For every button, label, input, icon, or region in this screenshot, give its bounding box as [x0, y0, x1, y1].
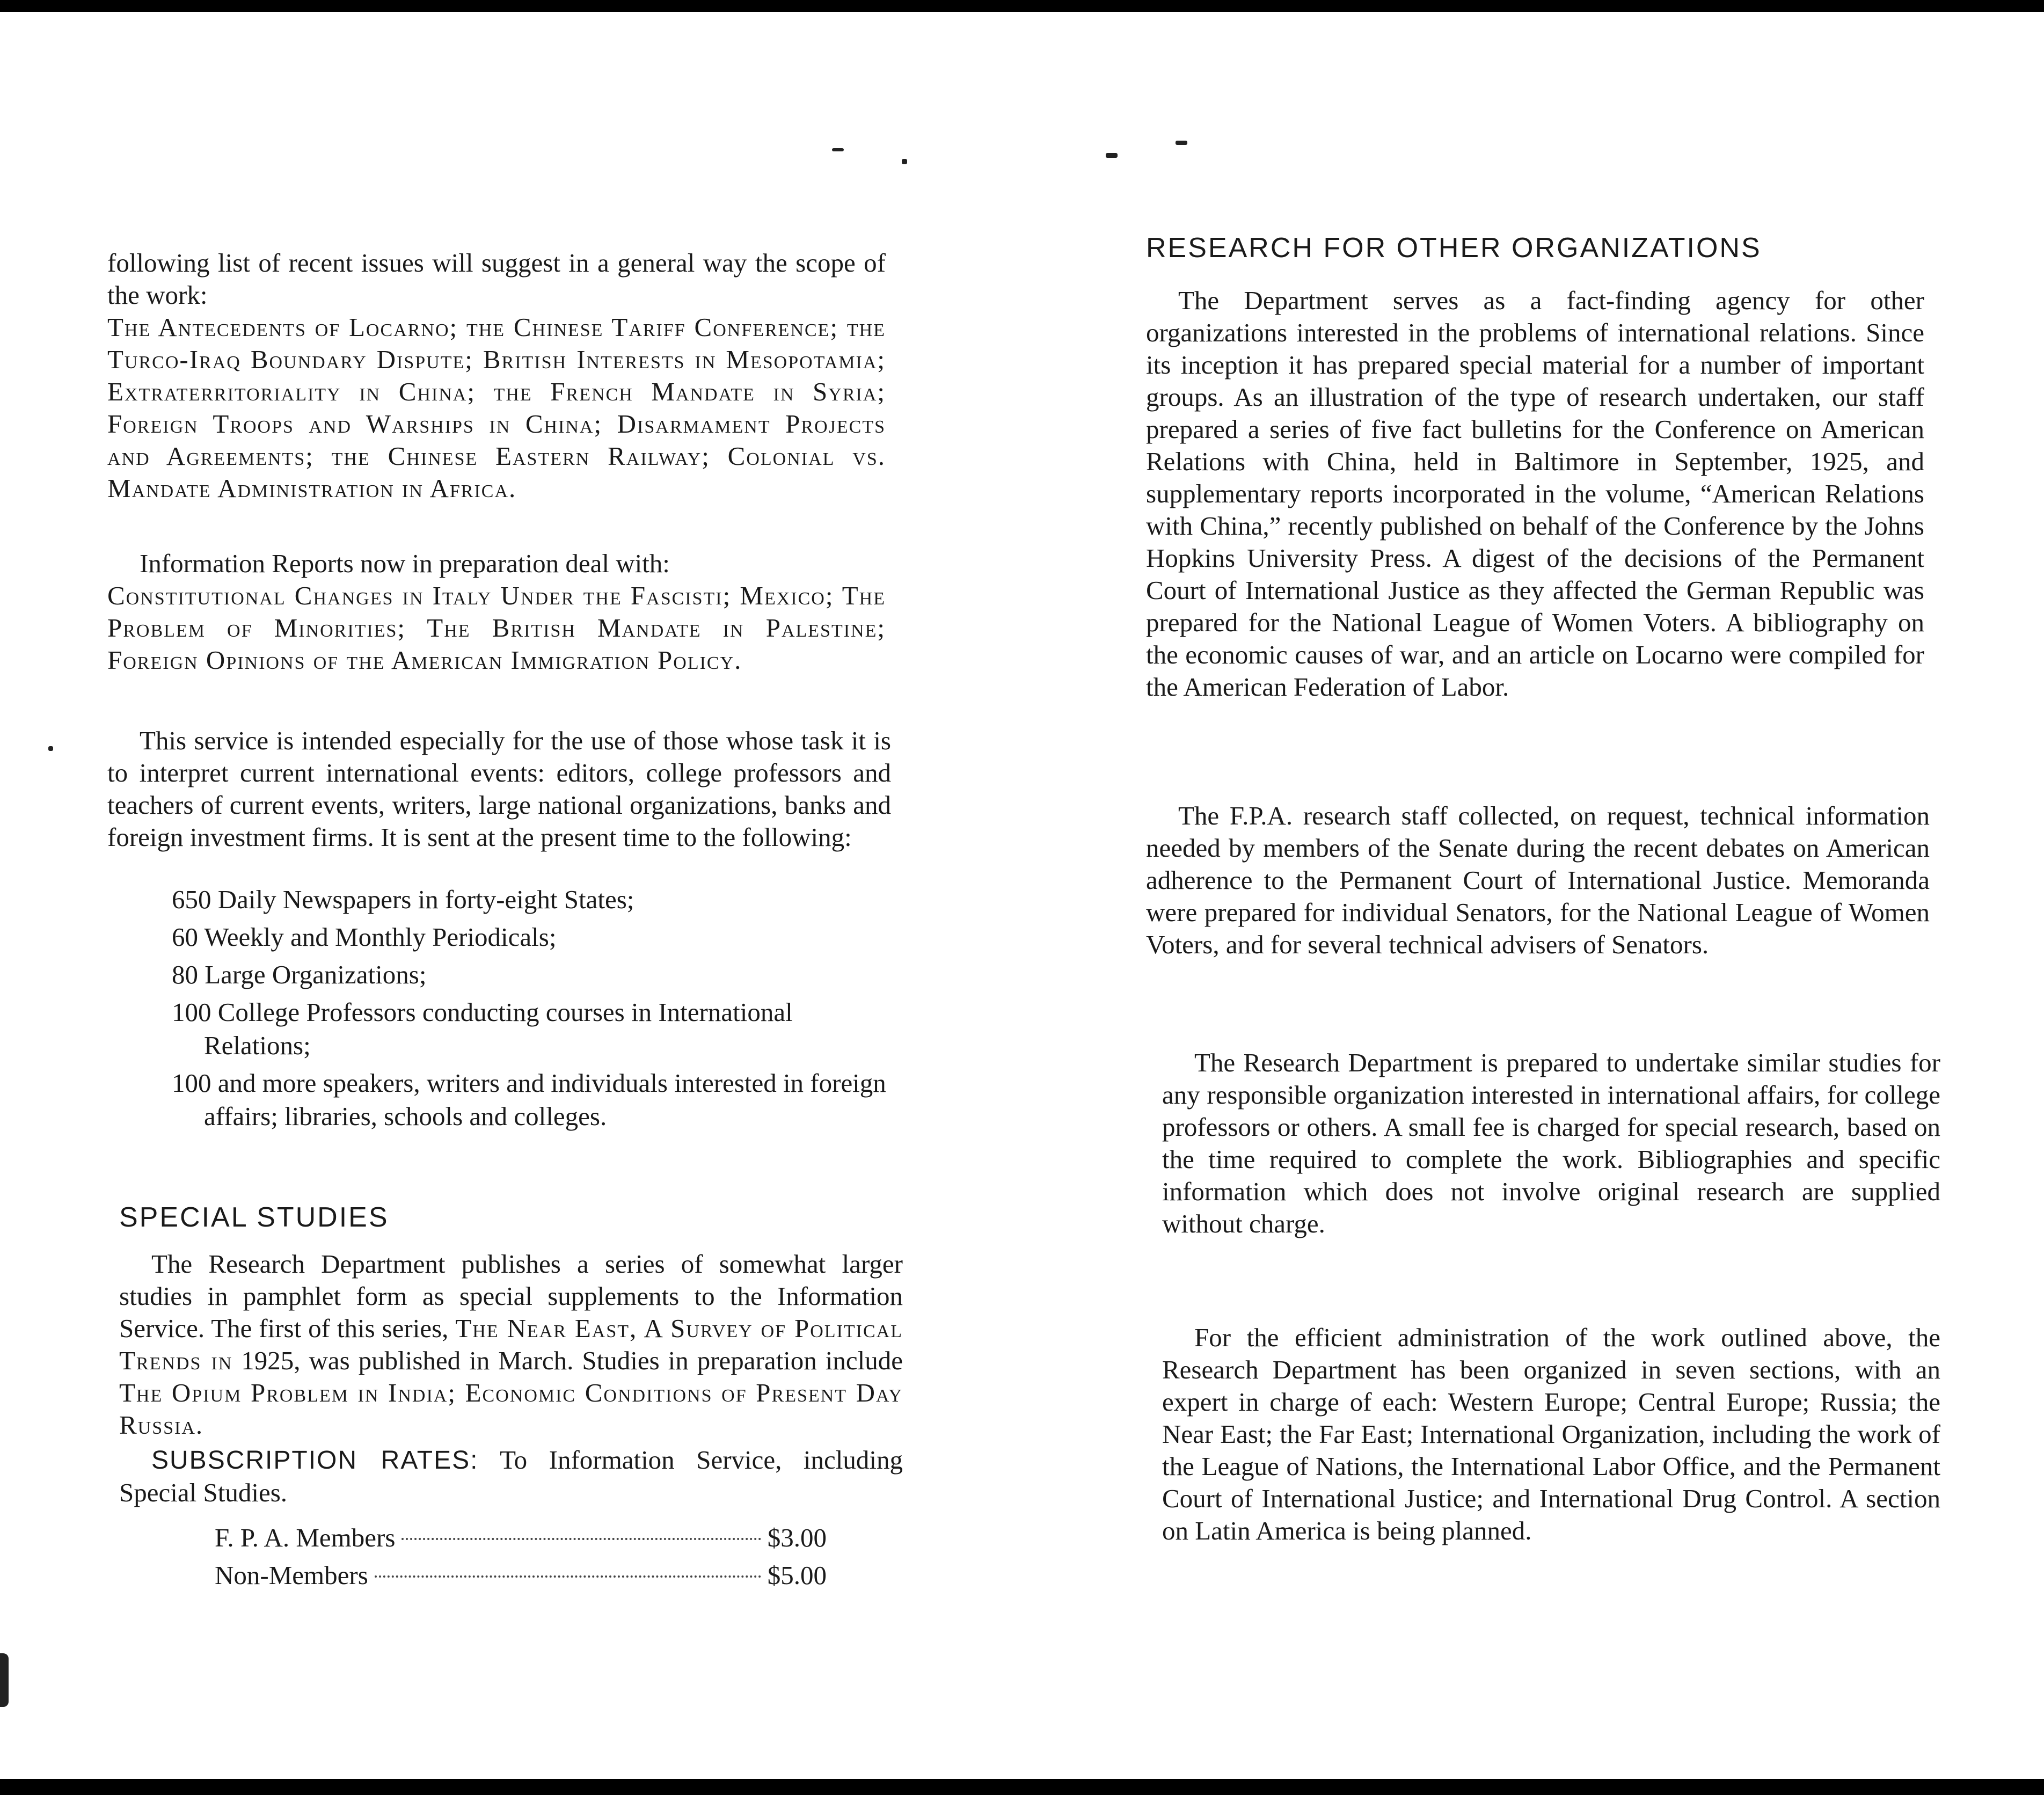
recent-issues-list: The Antecedents of Locarno; the Chinese Tariff Conference; the Turco-Iraq Boundary Dispute; British Interests in Mesopotamia; Extraterritoriality in China; the French Mandate in Syria; Foreign Troops and Warships in China; Disarmament Projects and Agreements; the Chinese Eastern Railway; Colonial vs. Mandate Administration in Africa.	[107, 312, 886, 503]
intro-text: following list of recent issues will suggest in a general way the scope of the work:	[107, 248, 886, 310]
distribution-item: 80 Large Organizations;	[172, 960, 427, 989]
special-studies-heading: SPECIAL STUDIES	[119, 1202, 389, 1233]
distribution-item: 100 College Professors conducting courses in International Relations;	[172, 997, 793, 1060]
scan-speck	[1106, 153, 1118, 158]
scan-speck	[1176, 141, 1187, 145]
recent-issues-section	[107, 247, 886, 505]
preparation-topics: Constitutional Changes in Italy Under the Fascisti; Mexico; The Problem of Minorities; The British Mandate in Palestine; Foreign Opinions of the American Immigration Policy.	[107, 581, 886, 675]
service-text: This service is intended especially for the use of those whose task it is to interpret current international events: editors, college professors and teachers of current events, writers, large national organizations, banks and foreign investment firms. It is sent at the present time to the following:	[107, 726, 891, 852]
research-heading: RESEARCH FOR OTHER ORGANIZATIONS	[1146, 232, 1762, 264]
scan-border-top	[0, 0, 2044, 12]
scan-speck	[0, 1653, 9, 1707]
distribution-item: 650 Daily Newspapers in forty-eight States;	[172, 885, 634, 914]
subscription-section	[119, 1444, 903, 1509]
scan-speck	[902, 159, 907, 164]
service-section	[107, 725, 891, 853]
research-paragraph-4: For the efficient administration of the work outlined above, the Research Department has been organized in seven sections, with an expert in charge of each: Western Europe; Central Europe; Russia; the Near East; the Far East; International Organization, including the work of the League of Nations, the International Labor Office, and the Permanent Court of International Justice; and International Drug Control. A section on Latin America is being planned.	[1162, 1323, 1940, 1545]
special-studies-paragraph: The Research Department publishes a series of somewhat larger studies in pamphlet form as special supplements to the Information Service. The first of this series, The Near East, A Survey of Political Trends in 1925, was published in March. Studies in preparation include The Opium Problem in India; Economic Conditions of Present Day Russia.	[119, 1249, 903, 1440]
distribution-list	[172, 883, 891, 1137]
scan-border-bottom	[0, 1779, 2044, 1795]
rate-row-non-members: Non-Members $5.00	[215, 1560, 827, 1590]
subscription-rates	[215, 1519, 827, 1594]
rate-row-members: F. P. A. Members $3.00	[215, 1523, 827, 1552]
distribution-item: 60 Weekly and Monthly Periodicals;	[172, 922, 557, 952]
research-paragraph-2: The F.P.A. research staff collected, on request, technical information needed by members of the Senate during the recent debates on American adherence to the Permanent Court of International Justice. Memoranda were prepared for individual Senators, for the National League of Women Voters, and for several technical advisers of Senators.	[1146, 801, 1930, 959]
research-paragraph-3: The Research Department is prepared to undertake similar studies for any responsible organization interested in international affairs, for college professors or others. A small fee is charged for special research, based on the time required to complete the work. Bibliographies and specific information which does not involve original research are supplied without charge.	[1162, 1048, 1940, 1238]
special-studies-text	[119, 1248, 903, 1441]
distribution-item: 100 and more speakers, writers and individuals interested in foreign affairs; libraries, schools and colleges.	[172, 1068, 886, 1131]
preparation-section	[107, 548, 886, 676]
scan-speck	[832, 148, 844, 151]
subscription-text: SUBSCRIPTION RATES: To Information Service, including Special Studies.	[119, 1445, 903, 1507]
scan-speck	[48, 746, 53, 751]
research-paragraph-1: The Department serves as a fact-finding agency for other organizations interested in the problems of international relations. Since its inception it has prepared special material for a number of important groups. As an illustration of the type of research undertaken, our staff prepared a series of five fact bulletins for the Conference on American Relations with China, held in Baltimore in September, 1925, and supplementary reports incorporated in the volume, “American Relations with China,” recently published on behalf of the Conference by the Johns Hopkins University Press. A digest of the decisions of the Permanent Court of International Justice as they affected the German Republic was prepared for the National League of Women Voters. A bibliography on the economic causes of war, and an article on Locarno were compiled for the American Federation of Labor.	[1146, 286, 1924, 702]
preparation-intro: Information Reports now in preparation deal with:	[140, 549, 670, 578]
